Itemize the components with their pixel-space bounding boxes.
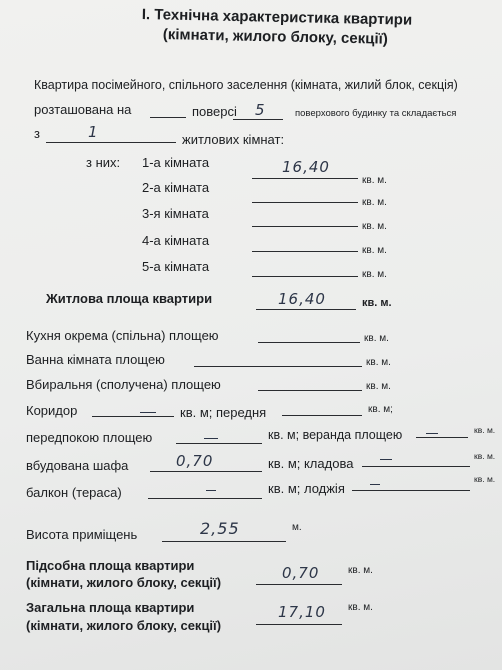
toilet-label: Вбиральня (сполучена) площею <box>26 377 221 392</box>
loggia-dash <box>370 484 380 485</box>
corridor-dash <box>140 412 156 413</box>
wardrobe-unit: кв. м; кладова <box>268 456 354 471</box>
living-area-unit: кв. м. <box>362 297 392 309</box>
wardrobe-line <box>150 471 262 472</box>
intro-line1: Квартира посімейного, спільного заселення (кімната, жилий блок, секція) <box>34 78 458 92</box>
kitchen-line <box>258 342 360 343</box>
floor-label: поверсі <box>192 104 237 119</box>
building-label: поверхового будинку та складається <box>295 108 457 119</box>
veranda-dash <box>426 433 438 434</box>
total-line <box>256 624 342 625</box>
form-title-line2: (кімнати, жилого блоку, секції) <box>162 26 388 48</box>
room-4-label: 4-а кімната <box>142 233 210 248</box>
room-5-label: 5-а кімната <box>142 259 210 274</box>
auxiliary-unit: кв. м. <box>348 565 373 576</box>
room-3-unit: кв. м. <box>362 221 387 232</box>
living-area-line <box>256 309 356 310</box>
kitchen-label: Кухня окрема (спільна) площею <box>26 328 219 343</box>
entrance-unit: кв. м; <box>368 404 393 415</box>
entrance-line <box>282 415 362 416</box>
corridor-unit: кв. м; передня <box>180 405 267 420</box>
room-5-unit: кв. м. <box>362 269 387 280</box>
toilet-line <box>258 390 362 391</box>
floors-count-line <box>233 119 283 120</box>
auxiliary-line <box>256 584 342 585</box>
total-value: 17,10 <box>278 603 326 621</box>
balcony-dash <box>206 490 216 491</box>
room-1-line <box>252 178 358 179</box>
storeroom-line <box>362 466 470 467</box>
balcony-label: балкон (тераса) <box>26 485 122 500</box>
living-area-value: 16,40 <box>278 290 326 308</box>
bathroom-unit: кв. м. <box>366 357 391 368</box>
hall-line <box>176 443 262 444</box>
room-1-unit: кв. м. <box>362 175 387 186</box>
corridor-label: Коридор <box>26 403 78 418</box>
loggia-unit: кв. м. <box>474 474 496 484</box>
balcony-unit: кв. м; лоджія <box>268 481 345 496</box>
floor-prefix-line <box>150 117 186 118</box>
total-label-line1: Загальна площа квартири <box>26 600 195 615</box>
total-label-line2: (кімнати, жилого блоку, секції) <box>26 618 222 633</box>
auxiliary-value: 0,70 <box>282 564 320 582</box>
toilet-unit: кв. м. <box>366 381 391 392</box>
hall-unit: кв. м; веранда площею <box>268 428 403 442</box>
height-label: Висота приміщень <box>26 527 138 542</box>
located-on-label: розташована на <box>34 102 132 117</box>
kitchen-unit: кв. м. <box>364 333 389 344</box>
auxiliary-label-line2: (кімнати, жилого блоку, секції) <box>26 575 222 590</box>
height-unit: м. <box>292 522 302 533</box>
auxiliary-label-line1: Підсобна площа квартири <box>26 558 195 573</box>
height-line <box>162 541 286 542</box>
balcony-line <box>148 498 262 499</box>
room-2-label: 2-а кімната <box>142 180 210 195</box>
height-value: 2,55 <box>200 519 240 538</box>
room-2-unit: кв. м. <box>362 197 387 208</box>
floors-count-value: 5 <box>255 101 266 119</box>
veranda-line <box>416 437 468 438</box>
total-unit: кв. м. <box>348 602 373 613</box>
living-rooms-label: житлових кімнат: <box>182 132 285 147</box>
wardrobe-value: 0,70 <box>176 452 214 470</box>
bathroom-line <box>194 366 362 367</box>
room-4-unit: кв. м. <box>362 245 387 256</box>
veranda-unit: кв. м. <box>474 425 496 435</box>
hall-dash <box>204 438 218 439</box>
of-them-label: з них: <box>86 155 121 170</box>
of-prefix: з <box>34 126 40 141</box>
living-area-label: Житлова площа квартири <box>46 291 213 306</box>
room-3-label: 3-я кімната <box>142 206 209 221</box>
storeroom-unit: кв. м. <box>474 451 496 461</box>
room-1-label: 1-а кімната <box>142 155 210 170</box>
room-5-line <box>252 276 358 277</box>
bathroom-label: Ванна кімната площею <box>26 352 165 367</box>
room-3-line <box>252 226 358 227</box>
storeroom-dash <box>380 459 392 460</box>
room-1-value: 16,40 <box>282 158 330 176</box>
hall-label: передпокою площею <box>26 430 153 445</box>
loggia-line <box>352 490 470 491</box>
rooms-count-value: 1 <box>88 123 99 141</box>
room-2-line <box>252 202 358 203</box>
wardrobe-label: вбудована шафа <box>26 458 129 473</box>
form-title-line1: I. Технічна характеристика квартири <box>141 6 413 29</box>
room-4-line <box>252 251 358 252</box>
rooms-count-line <box>46 142 176 143</box>
corridor-line <box>92 416 174 417</box>
